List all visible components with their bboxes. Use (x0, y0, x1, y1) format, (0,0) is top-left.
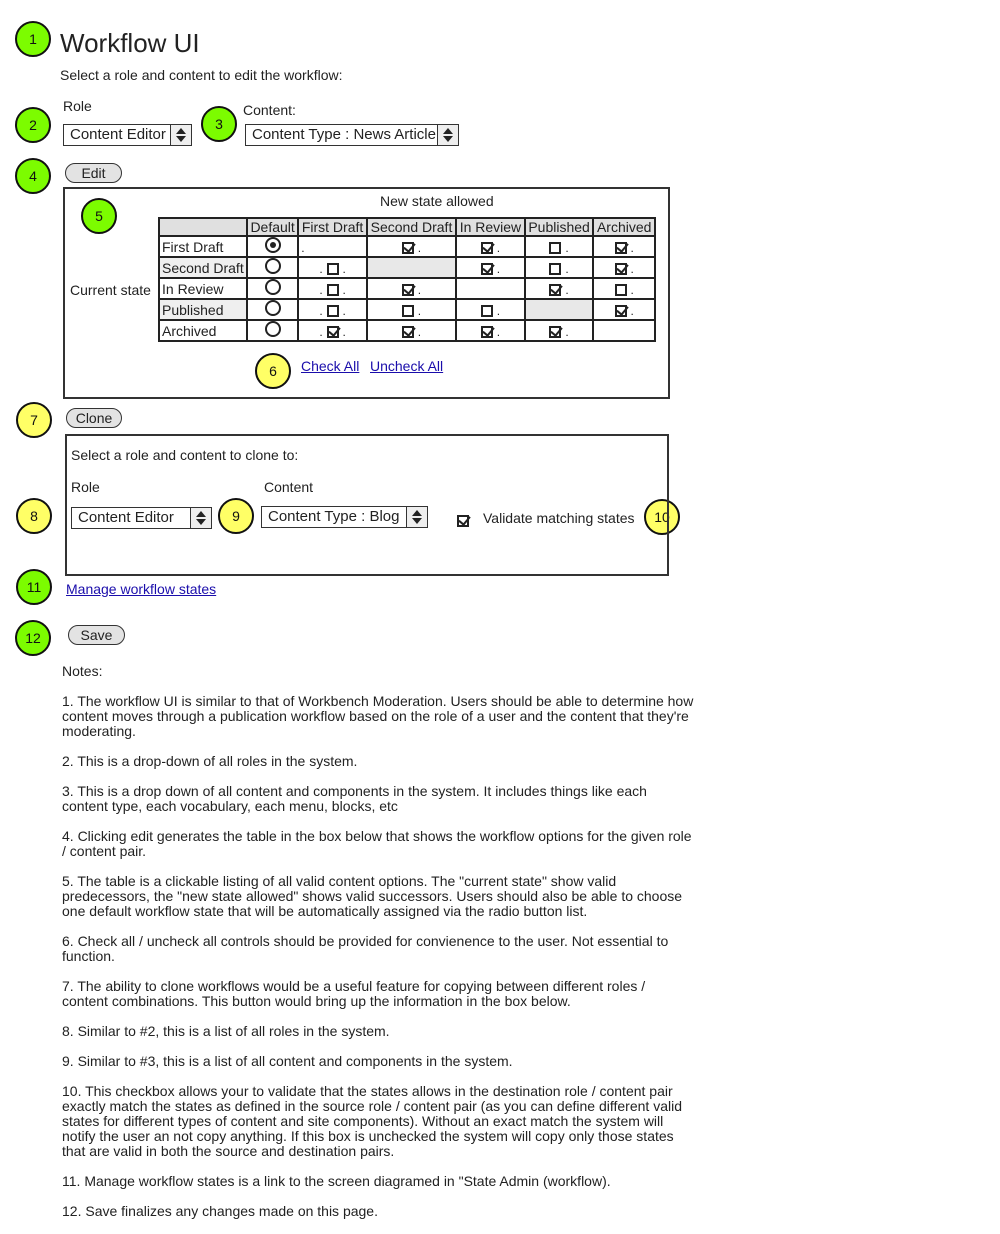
default-radio[interactable] (265, 237, 281, 253)
state-checkbox[interactable] (549, 242, 561, 254)
row-label-second-draft: Second Draft (159, 257, 247, 278)
content-select-value: Content Type : News Article (252, 126, 436, 143)
annotation-badge-8: 8 (16, 498, 52, 534)
state-cell: . (367, 278, 456, 299)
role-label: Role (63, 98, 92, 114)
state-checkbox[interactable] (549, 263, 561, 275)
table-corner-cell (159, 218, 247, 236)
select-arrows-icon (170, 125, 191, 145)
state-checkbox[interactable] (549, 284, 561, 296)
note-item: 5. The table is a clickable listing of all valid content options. The "current state" show valid predecessors, the "new state allowed" shows valid successors. Users should also be able to choose one default workflow state that will be automatically assigned via the radio button list. (62, 873, 683, 919)
annotation-badge-6: 6 (255, 353, 291, 389)
state-cell: . . (298, 299, 367, 320)
note-item: 7. The ability to clone workflows would be a useful feature for copying between different roles / content combinations. This button would bring up the information in the box below. (62, 978, 646, 1009)
clone-role-label: Role (71, 479, 100, 495)
note-item: 10. This checkbox allows your to validate that the states allows in the destination role / content pair exactly match the states as defined in the source role / content pair (as you can define different valid states for different types of content and site components). Without an exact match the system will notify the user an not copy anything. If this box is unchecked the system will copy only those states that are valid in both the source and destination pairs. (62, 1083, 682, 1159)
save-button[interactable]: Save (68, 625, 125, 645)
default-radio[interactable] (265, 279, 281, 295)
note-item: 2. This is a drop-down of all roles in the system. (62, 753, 358, 769)
default-radio-cell (247, 320, 298, 341)
state-cell: . (298, 236, 367, 257)
note-item: 1. The workflow UI is similar to that of Workbench Moderation. Users should be able to determine how content moves through a publication workflow based on the role of a user and the content that they're moderating. (62, 693, 694, 739)
state-checkbox[interactable] (327, 305, 339, 317)
note-item: 8. Similar to #2, this is a list of all roles in the system. (62, 1023, 390, 1039)
clone-content-select-value: Content Type : Blog (268, 508, 400, 525)
annotation-badge-10: 10 (644, 499, 680, 535)
default-radio[interactable] (265, 300, 281, 316)
state-cell-disabled (525, 299, 594, 320)
row-label-published: Published (159, 299, 247, 320)
new-state-allowed-label: New state allowed (380, 193, 494, 209)
state-checkbox[interactable] (402, 326, 414, 338)
state-cell: . (456, 320, 525, 341)
content-label: Content: (243, 102, 296, 118)
note-item: 4. Clicking edit generates the table in the box below that shows the workflow options for the given role / content pair. (62, 828, 692, 859)
state-cell: . (593, 236, 655, 257)
note-item: 12. Save finalizes any changes made on this page. (62, 1203, 378, 1219)
check-all-link[interactable]: Check All (301, 358, 360, 374)
clone-content-select[interactable] (261, 506, 428, 528)
state-checkbox[interactable] (327, 263, 339, 275)
column-header-in-review: In Review (456, 218, 525, 236)
state-cell: . (525, 236, 594, 257)
current-state-label: Current state (70, 282, 151, 298)
column-header-default: Default (247, 218, 298, 236)
state-cell: . (525, 278, 594, 299)
state-cell: . (593, 299, 655, 320)
state-checkbox[interactable] (481, 263, 493, 275)
state-cell: . (525, 320, 594, 341)
default-radio-cell (247, 257, 298, 278)
table-header-row (159, 218, 655, 236)
row-label-archived: Archived (159, 320, 247, 341)
select-arrows-icon (190, 508, 211, 528)
annotation-badge-9: 9 (218, 498, 254, 534)
edit-button[interactable]: Edit (65, 163, 122, 183)
row-label-in-review: In Review (159, 278, 247, 299)
workflow-state-table (158, 217, 656, 342)
state-cell-disabled (367, 257, 456, 278)
note-item: 11. Manage workflow states is a link to the screen diagramed in "State Admin (workflow). (62, 1173, 611, 1189)
state-cell-empty (593, 320, 655, 341)
note-item: 6. Check all / uncheck all controls should be provided for convienence to the user. Not essential to function. (62, 933, 669, 964)
column-header-first-draft: First Draft (298, 218, 367, 236)
annotation-badge-11: 11 (16, 569, 52, 605)
validate-matching-states-checkbox[interactable] (457, 515, 469, 527)
state-cell: . (367, 320, 456, 341)
column-header-second-draft: Second Draft (367, 218, 456, 236)
state-cell: . (456, 299, 525, 320)
table-row (159, 236, 655, 257)
row-label-first-draft: First Draft (159, 236, 247, 257)
state-checkbox[interactable] (481, 242, 493, 254)
state-cell: . (525, 257, 594, 278)
state-cell: . (593, 257, 655, 278)
clone-button[interactable]: Clone (66, 408, 122, 428)
state-checkbox[interactable] (402, 242, 414, 254)
note-item: 3. This is a drop down of all content and components in the system. It includes things like each content type, each vocabulary, each menu, blocks, etc (62, 783, 647, 814)
select-arrows-icon (406, 507, 427, 527)
page-title: Workflow UI (60, 28, 200, 58)
state-checkbox[interactable] (615, 242, 627, 254)
uncheck-all-link[interactable]: Uncheck All (370, 358, 444, 374)
annotation-badge-5: 5 (81, 198, 117, 234)
state-checkbox[interactable] (327, 326, 339, 338)
state-checkbox[interactable] (481, 326, 493, 338)
state-checkbox[interactable] (481, 305, 493, 317)
annotation-badge-7: 7 (16, 402, 52, 438)
table-row (159, 257, 655, 278)
state-checkbox[interactable] (549, 326, 561, 338)
select-arrows-icon (437, 125, 458, 145)
notes-heading: Notes: (62, 663, 103, 679)
default-radio[interactable] (265, 258, 281, 274)
state-checkbox[interactable] (402, 305, 414, 317)
notes-section (62, 664, 694, 1234)
clone-content-label: Content (264, 479, 314, 495)
state-cell: . . (298, 320, 367, 341)
annotation-badge-1: 1 (15, 21, 51, 57)
default-radio-cell (247, 278, 298, 299)
state-checkbox[interactable] (402, 284, 414, 296)
state-cell: . (456, 257, 525, 278)
clone-role-select[interactable] (71, 507, 212, 529)
state-cell: . (593, 278, 655, 299)
state-checkbox[interactable] (615, 305, 627, 317)
role-select-value: Content Editor (70, 126, 166, 143)
clone-role-select-value: Content Editor (78, 509, 174, 526)
annotation-badge-12: 12 (15, 620, 51, 656)
default-radio[interactable] (265, 321, 281, 337)
state-checkbox[interactable] (615, 284, 627, 296)
table-row (159, 320, 655, 341)
state-checkbox[interactable] (327, 284, 339, 296)
page-subtitle: Select a role and content to edit the workflow: (60, 67, 343, 83)
role-select[interactable] (63, 124, 192, 146)
clone-instructions: Select a role and content to clone to: (71, 447, 299, 463)
state-cell: . (367, 299, 456, 320)
state-cell: . . (298, 278, 367, 299)
state-cell-empty (456, 278, 525, 299)
annotation-badge-3: 3 (201, 106, 237, 142)
state-checkbox[interactable] (615, 263, 627, 275)
state-cell: . (367, 236, 456, 257)
content-select[interactable] (245, 124, 459, 146)
manage-workflow-states-link[interactable]: Manage workflow states (66, 581, 217, 597)
default-radio-cell (247, 299, 298, 320)
annotation-badge-4: 4 (15, 158, 51, 194)
table-row (159, 299, 655, 320)
validate-matching-states-label: Validate matching states (483, 510, 635, 526)
annotation-badge-2: 2 (15, 107, 51, 143)
note-item: 9. Similar to #3, this is a list of all content and components in the system. (62, 1053, 513, 1069)
state-cell: . (456, 236, 525, 257)
column-header-archived: Archived (593, 218, 655, 236)
column-header-published: Published (525, 218, 594, 236)
state-cell: . . (298, 257, 367, 278)
table-row (159, 278, 655, 299)
default-radio-cell (247, 236, 298, 257)
